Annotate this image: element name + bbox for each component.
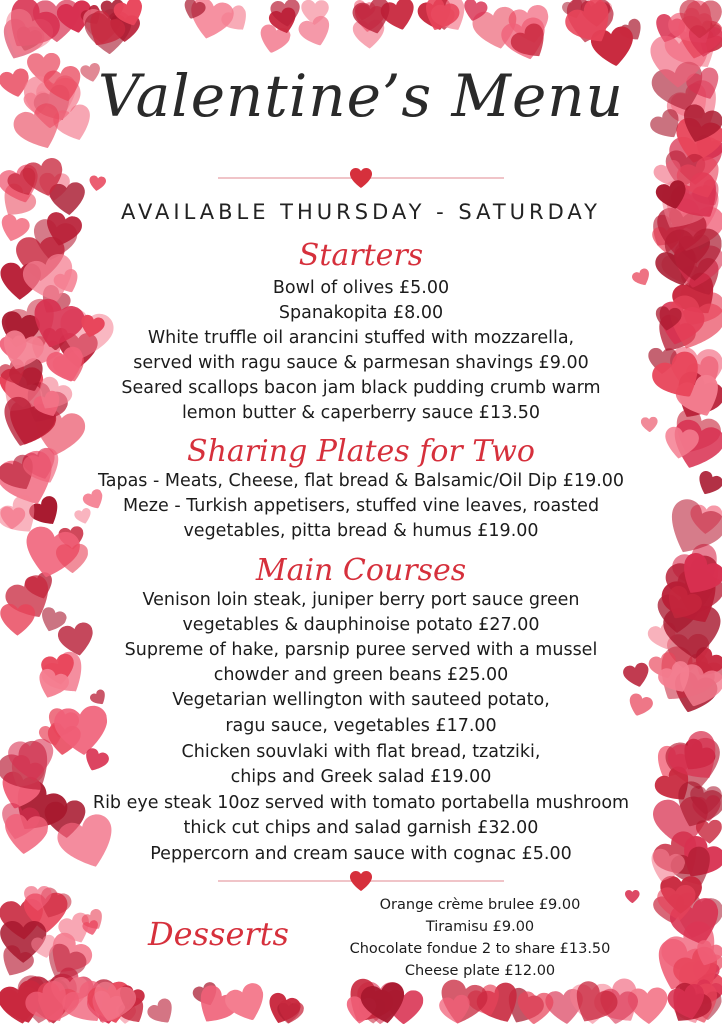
dessert-line: Chocolate fondue 2 to share £13.50: [349, 941, 611, 957]
menu-line: chowder and green beans £25.00: [213, 665, 509, 685]
dessert-line: Orange crème brulee £9.00: [379, 897, 581, 913]
menu-title: Valentine’s Menu: [98, 62, 624, 130]
menu-line: Supreme of hake, parsnip puree served with a mussel: [124, 640, 598, 660]
menu-line: White truffle oil arancini stuffed with mozzarella,: [147, 328, 575, 348]
section-heading-sharing: Sharing Plates for Two: [187, 434, 535, 469]
availability-subtitle: AVAILABLE THURSDAY - SATURDAY: [120, 200, 601, 224]
menu-line: Seared scallops bacon jam black pudding crumb warm: [121, 378, 601, 398]
menu-line: vegetables & dauphinoise potato £27.00: [182, 615, 540, 635]
menu-line: Peppercorn and cream sauce with cognac £5.00: [150, 844, 572, 864]
heart-icon: [679, 0, 722, 39]
menu-line: ragu sauce, vegetables £17.00: [225, 716, 497, 736]
heart-icon: [349, 871, 373, 891]
heart-icon: [24, 886, 52, 911]
dessert-line: Cheese plate £12.00: [404, 963, 556, 979]
heart-icon: [277, 999, 306, 1026]
heart-icon: [88, 175, 107, 192]
menu-line: served with ragu sauce & parmesan shavings £9.00: [133, 353, 589, 373]
section-heading-mains: Main Courses: [255, 553, 467, 588]
heart-icon: [301, 0, 329, 25]
menu-line: Bowl of olives £5.00: [272, 278, 450, 298]
heart-icon: [437, 994, 473, 1027]
menu-line: Tapas - Meats, Cheese, flat bread & Balsamic/Oil Dip £19.00: [97, 471, 625, 491]
dessert-line: Tiramisu £9.00: [425, 919, 535, 935]
divider-bottom: [218, 871, 504, 891]
menu-line: chips and Greek salad £19.00: [230, 767, 492, 787]
menu-line: Rib eye steak 10oz served with tomato portabella mushroom: [92, 793, 630, 813]
heart-icon: [145, 995, 179, 1029]
menu-line: Venison loin steak, juniper berry port sauce green: [142, 590, 580, 610]
menu-line: Chicken souvlaki with flat bread, tzatziki,: [181, 742, 541, 762]
section-heading-desserts: Desserts: [148, 915, 289, 953]
menu-line: lemon butter & caperberry sauce £13.50: [181, 403, 541, 423]
menu-line: Spanakopita £8.00: [278, 303, 444, 323]
section-heading-starters: Starters: [298, 238, 424, 273]
heart-icon: [516, 990, 555, 1025]
heart-icon: [33, 0, 81, 43]
divider-top: [218, 168, 504, 188]
menu-line: Meze - Turkish appetisers, stuffed vine leaves, roasted: [122, 496, 600, 516]
menu-line: thick cut chips and salad garnish £32.00: [183, 818, 539, 838]
heart-icon: [270, 0, 303, 28]
heart-icon: [656, 884, 699, 924]
menu-line: Vegetarian wellington with sauteed potato,: [172, 690, 550, 710]
menu-line: vegetables, pitta bread & humus £19.00: [183, 521, 539, 541]
heart-icon: [349, 168, 373, 188]
